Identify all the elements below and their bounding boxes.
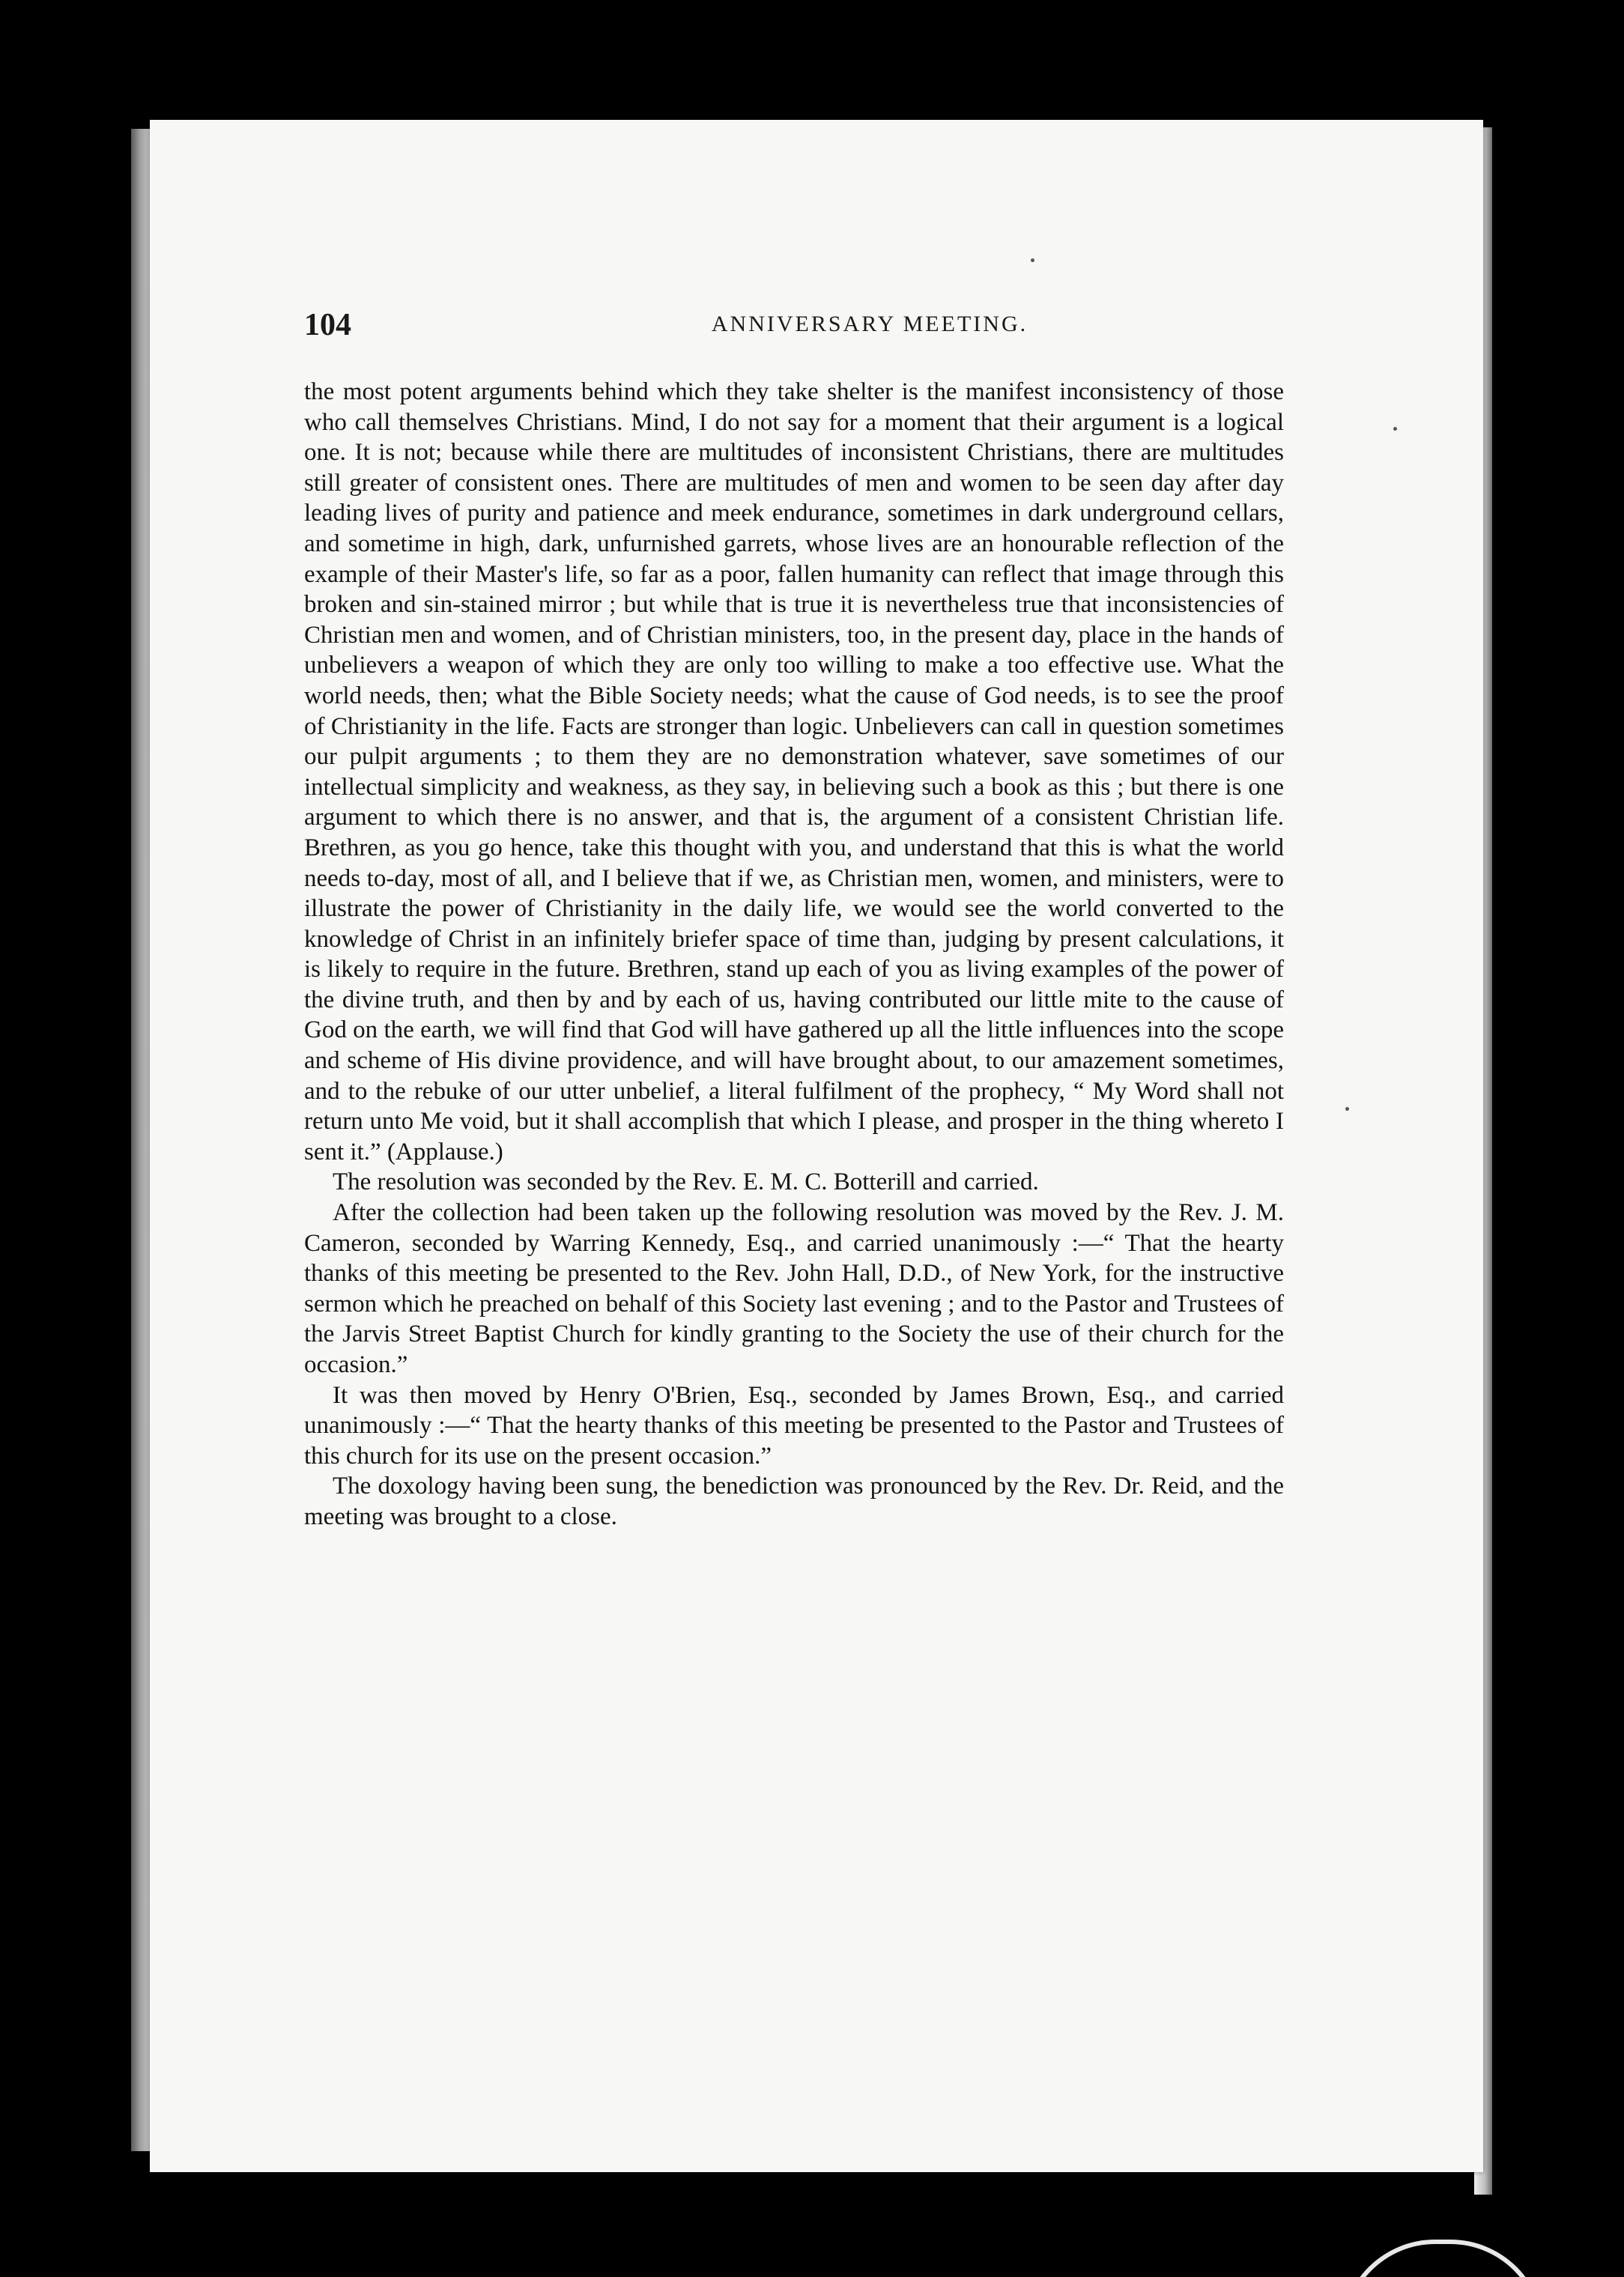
film-corner-mark <box>1341 2240 1545 2277</box>
scan-speck <box>1393 427 1397 431</box>
paragraph-continued-speech: the most potent arguments behind which they take shelter is the manifest inconsistency of those who call themselves Christians. Mind, I do not say for a moment that their argument is a logical one. It is not; because while there are multitudes of inconsistent Christians, there are multitudes still greater of consistent ones. There are multitudes of men and women to be seen day after day leading lives of purity and patience and meek endurance, sometimes in dark underground cellars, and sometime in high, dark, unfurnished garrets, whose lives are an honourable reflection of the example of their Master's life, so far as a poor, fallen humanity can reflect that image through this broken and sin-stained mirror ; but while that is true it is nevertheless true that inconsistencies of Christian men and women, and of Christian ministers, too, in the present day, place in the hands of unbelievers a weapon of which they are only too willing to make a too effective use. What the world needs, then; what the Bible Society needs; what the cause of God needs, is to see the proof of Christianity in the life. Facts are stronger than logic. Unbelievers can call in question sometimes our pulpit arguments ; to them they are no demonstration whatever, save sometimes of our intellectual simplicity and weakness, as they say, in believing such a book as this ; but there is one argument to which there is no answer, and that is, the argument of a consistent Christian life. Brethren, as you go hence, take this thought with you, and understand that this is what the world needs to-day, most of all, and I believe that if we, as Christian men, women, and ministers, were to illustrate the power of Christianity in the daily life, we would see the world converted to the knowledge of Christ in an infinitely briefer space of time than, judging by present calculations, it is likely to require in the future. Brethren, stand up each of you as living examples of the power of the divine truth, and then by and by each of us, having contributed our little mite to the cause of God on the earth, we will find that God will have gathered up all the little influences into the scope and scheme of His divine providence, and will have brought about, to our amazement sometimes, and to the rebuke of our utter unbelief, a literal fulfilment of the prophecy, “ My Word shall not return unto Me void, but it shall accomplish that which I please, and prosper in the thing whereto I sent it.” (Applause.) <box>304 378 1284 1165</box>
paragraph-collection-resolution: After the collection had been taken up the following resolution was moved by the Rev. J. M. Cameron, seconded by Warring Kennedy, Esq., and carried unanimously :—“ That the hearty thanks of this meeting be presented to the Rev. John Hall, D.D., of New York, for the instructive sermon which he preached on behalf of this Society last evening ; and to the Pastor and Trustees of the Jarvis Street Baptist Church for kindly granting to the Society the use of their church for the occasion.” <box>304 1199 1284 1378</box>
page-stack-edge-left <box>131 129 152 2151</box>
page-number: 104 <box>304 308 351 342</box>
paragraph-doxology-close: The doxology having been sung, the benediction was pronounced by the Rev. Dr. Reid, and the meeting was brought to a close. <box>304 1473 1284 1530</box>
scan-speck <box>1031 258 1034 262</box>
page-header <box>304 307 1435 352</box>
paragraph-resolution-seconded: The resolution was seconded by the Rev. E. M. C. Botterill and carried. <box>333 1168 1039 1196</box>
paragraph-obrien-motion: It was then moved by Henry O'Brien, Esq., seconded by James Brown, Esq., and carried unanimously :—“ That the hearty thanks of this meeting be presented to the Pastor and Trustees of this church for its use on the present occasion.” <box>304 1381 1284 1470</box>
running-title: ANNIVERSARY MEETING. <box>711 312 1028 336</box>
body-text <box>304 377 1284 1532</box>
scan-speck <box>1345 1107 1349 1111</box>
